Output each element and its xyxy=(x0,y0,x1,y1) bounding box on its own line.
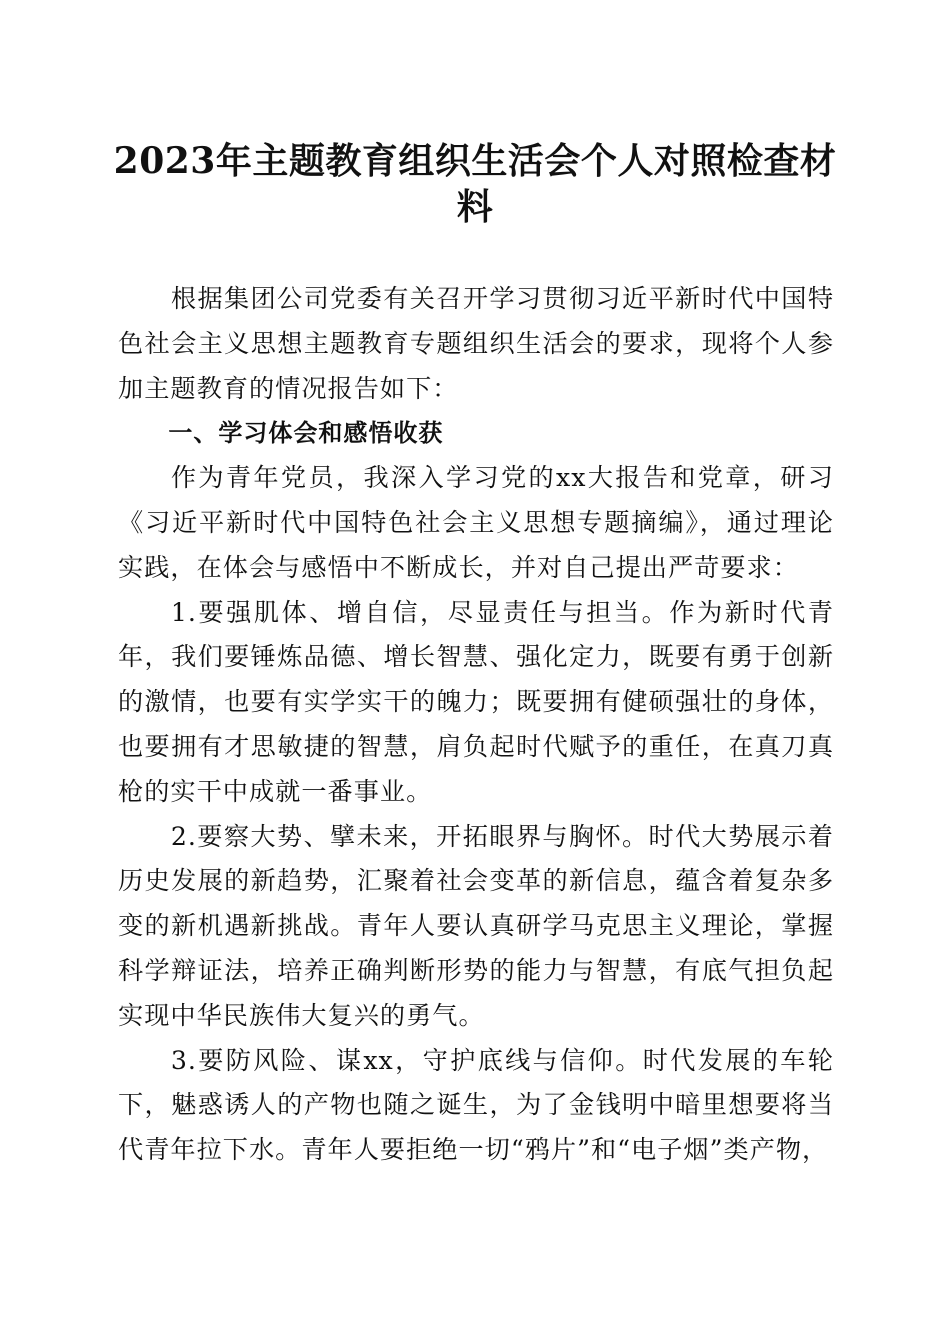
document-body xyxy=(118,277,834,1173)
document-title: 2023年主题教育组织生活会个人对照检查材料 xyxy=(113,140,837,228)
body-paragraph: 作为青年党员，我深入学习党的xx大报告和党章，研习《习近平新时代中国特色社会主义思想专题摘编》，通过理论实践，在体会与感悟中不断成长，并对自己提出严苛要求： xyxy=(118,463,834,582)
section-heading-1: 一、学习体会和感悟收获 xyxy=(168,419,444,448)
list-item-3: 3.要防风险、谋xx，守护底线与信仰。时代发展的车轮下，魅惑诱人的产物也随之诞生，为了金钱明中暗里想要将当代青年拉下水。青年人要拒绝一切“鸦片”和“电子烟”类产物， xyxy=(118,1045,834,1165)
list-item-1: 1.要强肌体、增自信，尽显责任与担当。作为新时代青年，我们要锤炼品德、增长智慧、强化定力，既要有勇于创新的激情，也要有实学实干的魄力；既要拥有健硕强壮的身体，也要拥有才思敏捷的智慧，肩负起时代赋予的重任，在真刀真枪的实干中成就一番事业。 xyxy=(118,597,834,806)
intro-paragraph: 根据集团公司党委有关召开学习贯彻习近平新时代中国特色社会主义思想主题教育专题组织生活会的要求，现将个人参加主题教育的情况报告如下： xyxy=(118,284,834,403)
list-item-2: 2.要察大势、擘未来，开拓眼界与胸怀。时代大势展示着历史发展的新趋势，汇聚着社会变革的新信息，蕴含着复杂多变的新机遇新挑战。青年人要认真研学马克思主义理论，掌握科学辩证法，培养正确判断形势的能力与智慧，有底气担负起实现中华民族伟大复兴的勇气。 xyxy=(118,821,834,1030)
